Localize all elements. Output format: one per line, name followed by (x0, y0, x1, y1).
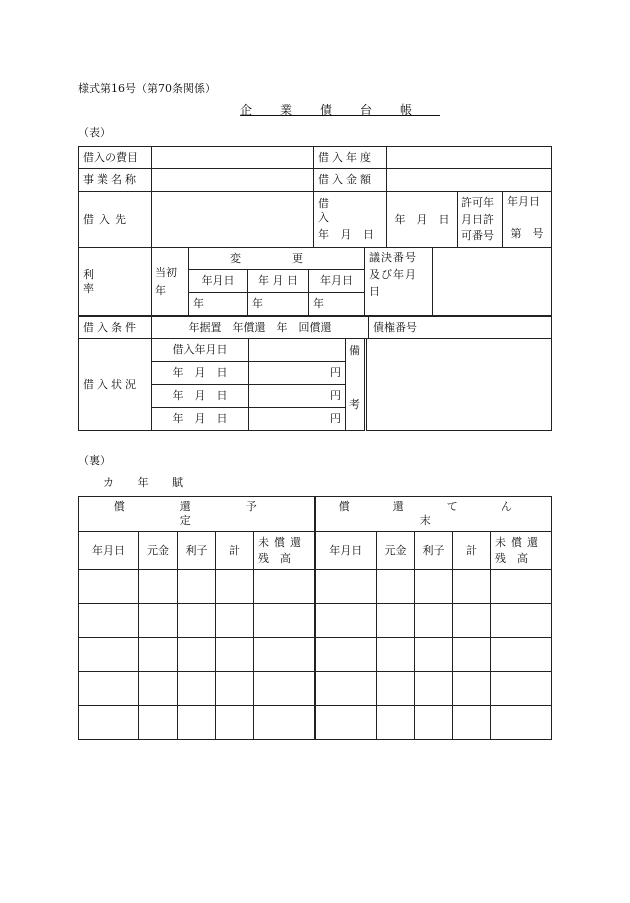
amount-field[interactable] (387, 169, 552, 192)
plan-cell[interactable] (216, 672, 254, 706)
plan-cell[interactable] (139, 604, 178, 638)
change-year-3[interactable]: 年 (309, 293, 365, 316)
status-row-amount[interactable]: 円 (249, 385, 346, 408)
interest-label: 利率 (79, 248, 152, 316)
lender-label: 借入先 (79, 192, 152, 248)
change-date-1[interactable]: 年月日 (189, 270, 248, 293)
status-row-date[interactable]: 年 月 日 (152, 408, 249, 431)
permit-label (458, 192, 503, 248)
plan-cell[interactable] (139, 638, 178, 672)
plan-cell[interactable] (254, 604, 315, 638)
permit-number: 第 号 (510, 226, 544, 240)
plan-col-balance (254, 532, 315, 570)
status-row-amount[interactable]: 円 (249, 408, 346, 431)
actual-cell[interactable] (377, 570, 415, 604)
status-header-amount (249, 339, 346, 362)
plan-col-date: 年月日 (79, 532, 139, 570)
actual-balance-line-1: 未償還 (495, 535, 544, 549)
initial-rate-label (152, 248, 189, 316)
bond-number-label: 債権番号 (369, 317, 552, 339)
plan-cell[interactable] (79, 604, 139, 638)
plan-cell[interactable] (216, 604, 254, 638)
plan-cell[interactable] (139, 672, 178, 706)
initial-label-line-2: 年 (155, 283, 166, 297)
plan-cell[interactable] (254, 570, 315, 604)
permit-label-line-3: 可番号 (461, 229, 494, 243)
change-date-3[interactable]: 年月日 (309, 270, 365, 293)
actual-cell[interactable] (415, 604, 453, 638)
permit-label-line-2: 月日許 (461, 212, 494, 226)
plan-cell[interactable] (79, 706, 139, 740)
permit-value[interactable] (503, 192, 552, 248)
actual-cell[interactable] (415, 672, 453, 706)
status-row-amount[interactable]: 円 (249, 362, 346, 385)
front-label: （表） (78, 126, 111, 139)
actual-cell[interactable] (315, 638, 377, 672)
repayment-row (79, 706, 552, 740)
repayment-table (78, 496, 555, 740)
business-name-field[interactable] (152, 169, 314, 192)
resolution-label-line-3: 日 (369, 284, 381, 298)
actual-cell[interactable] (377, 604, 415, 638)
change-date-2[interactable]: 年 月 日 (248, 270, 309, 293)
fiscal-year-field[interactable] (387, 147, 552, 169)
conditions-table (78, 316, 552, 339)
actual-cell[interactable] (315, 672, 377, 706)
lender-field[interactable] (152, 192, 314, 248)
actual-cell[interactable] (491, 638, 552, 672)
purpose-field[interactable] (152, 147, 314, 169)
actual-cell[interactable] (315, 604, 377, 638)
repayment-row (79, 570, 552, 604)
change-year-1[interactable]: 年 (189, 293, 248, 316)
form-number: 様式第16号（第70条関係） (78, 82, 216, 95)
plan-cell[interactable] (79, 570, 139, 604)
actual-header: 償 還 て ん 末 (315, 497, 552, 532)
borrow-date-label-top: 借 入 (318, 196, 349, 224)
actual-cell[interactable] (377, 638, 415, 672)
status-row-date[interactable]: 年 月 日 (152, 362, 249, 385)
status-table (78, 338, 552, 431)
fiscal-year-label: 借入年度 (314, 147, 387, 169)
interest-table (78, 247, 552, 316)
initial-label-line-1: 当初 (155, 265, 177, 279)
resolution-field[interactable] (433, 248, 552, 316)
actual-cell[interactable] (491, 604, 552, 638)
remarks-field[interactable] (366, 339, 552, 431)
actual-balance-line-2: 残 高 (495, 551, 529, 565)
plan-cell[interactable] (216, 570, 254, 604)
resolution-label-line-2: 及び年月 (369, 267, 417, 281)
actual-col-total: 計 (453, 532, 491, 570)
actual-cell[interactable] (415, 570, 453, 604)
status-label: 借入状況 (79, 339, 152, 431)
change-header: 変 更 (189, 248, 365, 270)
permit-label-line-1: 許可年 (461, 195, 494, 209)
actual-col-interest: 利子 (415, 532, 453, 570)
repayment-row (79, 638, 552, 672)
plan-cell[interactable] (178, 672, 216, 706)
actual-cell[interactable] (453, 638, 491, 672)
actual-cell[interactable] (315, 570, 377, 604)
plan-cell[interactable] (216, 638, 254, 672)
actual-cell[interactable] (377, 706, 415, 740)
conditions-label: 借入条件 (79, 317, 152, 339)
actual-cell[interactable] (377, 672, 415, 706)
borrow-date-label (314, 192, 387, 248)
plan-cell[interactable] (79, 638, 139, 672)
purpose-label: 借入の費目 (79, 147, 152, 169)
plan-cell[interactable] (254, 638, 315, 672)
plan-balance-line-1: 未償還 (258, 535, 306, 549)
plan-balance-line-2: 残 高 (258, 551, 291, 565)
plan-cell[interactable] (178, 706, 216, 740)
actual-cell[interactable] (453, 604, 491, 638)
resolution-label (365, 248, 433, 316)
plan-cell[interactable] (254, 672, 315, 706)
plan-cell[interactable] (79, 672, 139, 706)
repayment-row (79, 672, 552, 706)
actual-col-date: 年月日 (315, 532, 377, 570)
actual-cell[interactable] (453, 672, 491, 706)
plan-header: 償 還 予 定 (79, 497, 315, 532)
remarks-label-bottom: 考 (349, 397, 360, 411)
page-title: 企業債台帳 (240, 103, 441, 117)
actual-cell[interactable] (491, 570, 552, 604)
actual-cell[interactable] (315, 706, 377, 740)
status-row-date[interactable]: 年 月 日 (152, 385, 249, 408)
actual-cell[interactable] (415, 638, 453, 672)
plan-cell[interactable] (139, 706, 178, 740)
actual-cell[interactable] (415, 706, 453, 740)
permit-date: 年月日 (507, 195, 540, 208)
plan-cell[interactable] (254, 706, 315, 740)
status-header: 借入年月日 (152, 339, 249, 362)
plan-cell[interactable] (178, 604, 216, 638)
actual-cell[interactable] (453, 570, 491, 604)
conditions-field[interactable]: 年据置 年償還 年 回償還 (152, 317, 369, 339)
change-year-2[interactable]: 年 (248, 293, 309, 316)
installment-label: カ 年 賦 (103, 476, 193, 489)
amount-label: 借入金額 (314, 169, 387, 192)
plan-col-total: 計 (216, 532, 254, 570)
front-top-table (78, 146, 552, 248)
plan-col-interest: 利子 (178, 532, 216, 570)
plan-cell[interactable] (216, 706, 254, 740)
actual-col-principal: 元金 (377, 532, 415, 570)
borrow-date-label-bottom: 年 月 日 (318, 228, 378, 242)
plan-cell[interactable] (178, 638, 216, 672)
resolution-label-line-1: 議決番号 (369, 251, 417, 264)
back-label: （裏） (78, 454, 111, 467)
plan-cell[interactable] (139, 570, 178, 604)
actual-cell[interactable] (453, 706, 491, 740)
plan-cell[interactable] (178, 570, 216, 604)
actual-cell[interactable] (491, 706, 552, 740)
actual-col-balance (491, 532, 552, 570)
repayment-row (79, 604, 552, 638)
business-name-label: 事業名称 (79, 169, 152, 192)
actual-cell[interactable] (491, 672, 552, 706)
plan-col-principal: 元金 (139, 532, 178, 570)
remarks-label-top: 備 (349, 344, 360, 357)
borrow-date-field[interactable]: 年 月 日 (387, 192, 458, 248)
remarks-label (346, 339, 366, 431)
